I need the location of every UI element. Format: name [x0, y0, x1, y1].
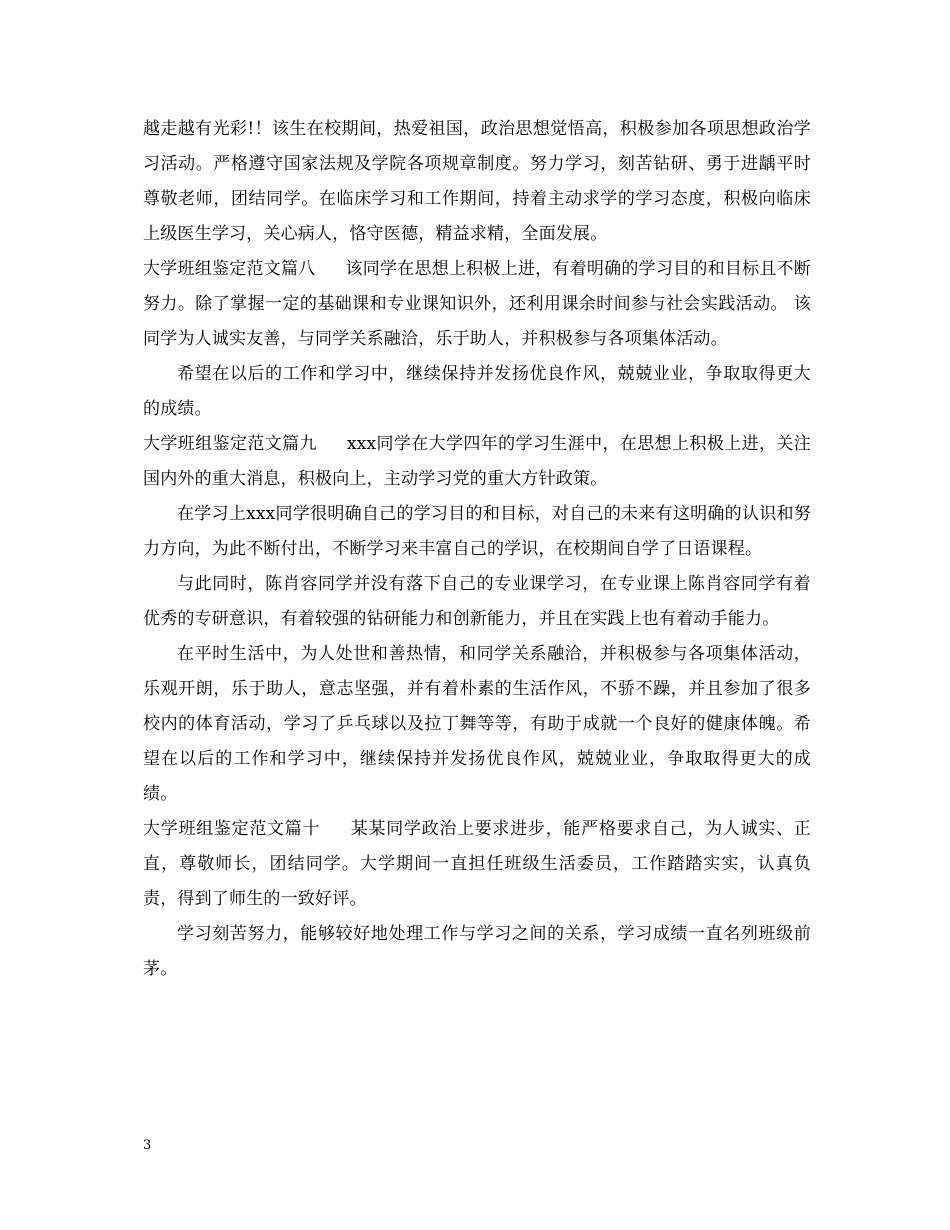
section-heading-9: 大学班组鉴定范文篇九 [143, 434, 317, 454]
paragraph-9-text: 学习刻苦努力，能够较好地处理工作与学习之间的关系，学习成绩一直名列班级前茅。 [143, 924, 811, 979]
paragraph-7-text: 在平时生活中，为人处世和善热情，和同学关系融洽，并积极参与各项集体活动，乐观开朗，乐于助人，意志坚强，并有着朴素的生活作风，不骄不躁，并且参加了很多校内的体育活动，学习了乒乓球以及拉丁舞等等，有助于成就一个良好的健康体魄。希望在以后的工作和学习中，继续保持并发扬优良作风，兢兢业业，争取取得更大的成绩。 [143, 644, 811, 804]
paragraph-2 [143, 252, 811, 357]
paragraph-7 [143, 637, 811, 812]
paragraph-2-text: 该同学在思想上积极上进，有着明确的学习目的和目标且不断努力。除了掌握一定的基础课和专业课知识外，还利用课余时间参与社会实践活动。 该同学为人诚实友善，与同学关系融洽，乐于助人，并积极参与各项集体活动。 [143, 259, 811, 349]
document-body [143, 112, 811, 987]
paragraph-5 [143, 497, 811, 567]
section-heading-8: 大学班组鉴定范文篇八 [143, 259, 316, 279]
paragraph-6 [143, 567, 811, 637]
paragraph-4 [143, 427, 811, 497]
paragraph-1 [143, 112, 811, 252]
paragraph-3-text: 希望在以后的工作和学习中，继续保持并发扬优良作风，兢兢业业，争取取得更大的成绩。 [143, 364, 811, 419]
paragraph-5-text: 在学习上xxx同学很明确自己的学习目的和目标，对自己的未来有这明确的认识和努力方向，为此不断付出，不断学习来丰富自己的学识，在校期间自学了日语课程。 [143, 504, 811, 559]
paragraph-3 [143, 357, 811, 427]
paragraph-8-text: 某某同学政治上要求进步，能严格要求自己，为人诚实、正直，尊敬师长，团结同学。大学期间一直担任班级生活委员，工作踏踏实实，认真负责，得到了师生的一致好评。 [143, 819, 812, 909]
page-number: 3 [143, 1138, 152, 1153]
paragraph-1-text: 越走越有光彩!！该生在校期间，热爱祖国，政治思想觉悟高，积极参加各项思想政治学习活动。严格遵守国家法规及学院各项规章制度。努力学习，刻苦钻研、勇于进龋平时尊敬老师，团结同学。在临床学习和工作期间，持着主动求学的学习态度，积极向临床上级医生学习，关心病人，恪守医德，精益求精，全面发展。 [143, 119, 811, 244]
section-heading-10: 大学班组鉴定范文篇十 [143, 819, 321, 839]
paragraph-6-text: 与此同时，陈肖容同学并没有落下自己的专业课学习，在专业课上陈肖容同学有着优秀的专研意识，有着较强的钻研能力和创新能力，并且在实践上也有着动手能力。 [143, 574, 811, 629]
paragraph-8 [143, 812, 811, 917]
paragraph-4-text: xxx同学在大学四年的学习生涯中，在思想上积极上进，关注国内外的重大消息，积极向上，主动学习党的重大方针政策。 [143, 434, 811, 489]
paragraph-9 [143, 917, 811, 987]
